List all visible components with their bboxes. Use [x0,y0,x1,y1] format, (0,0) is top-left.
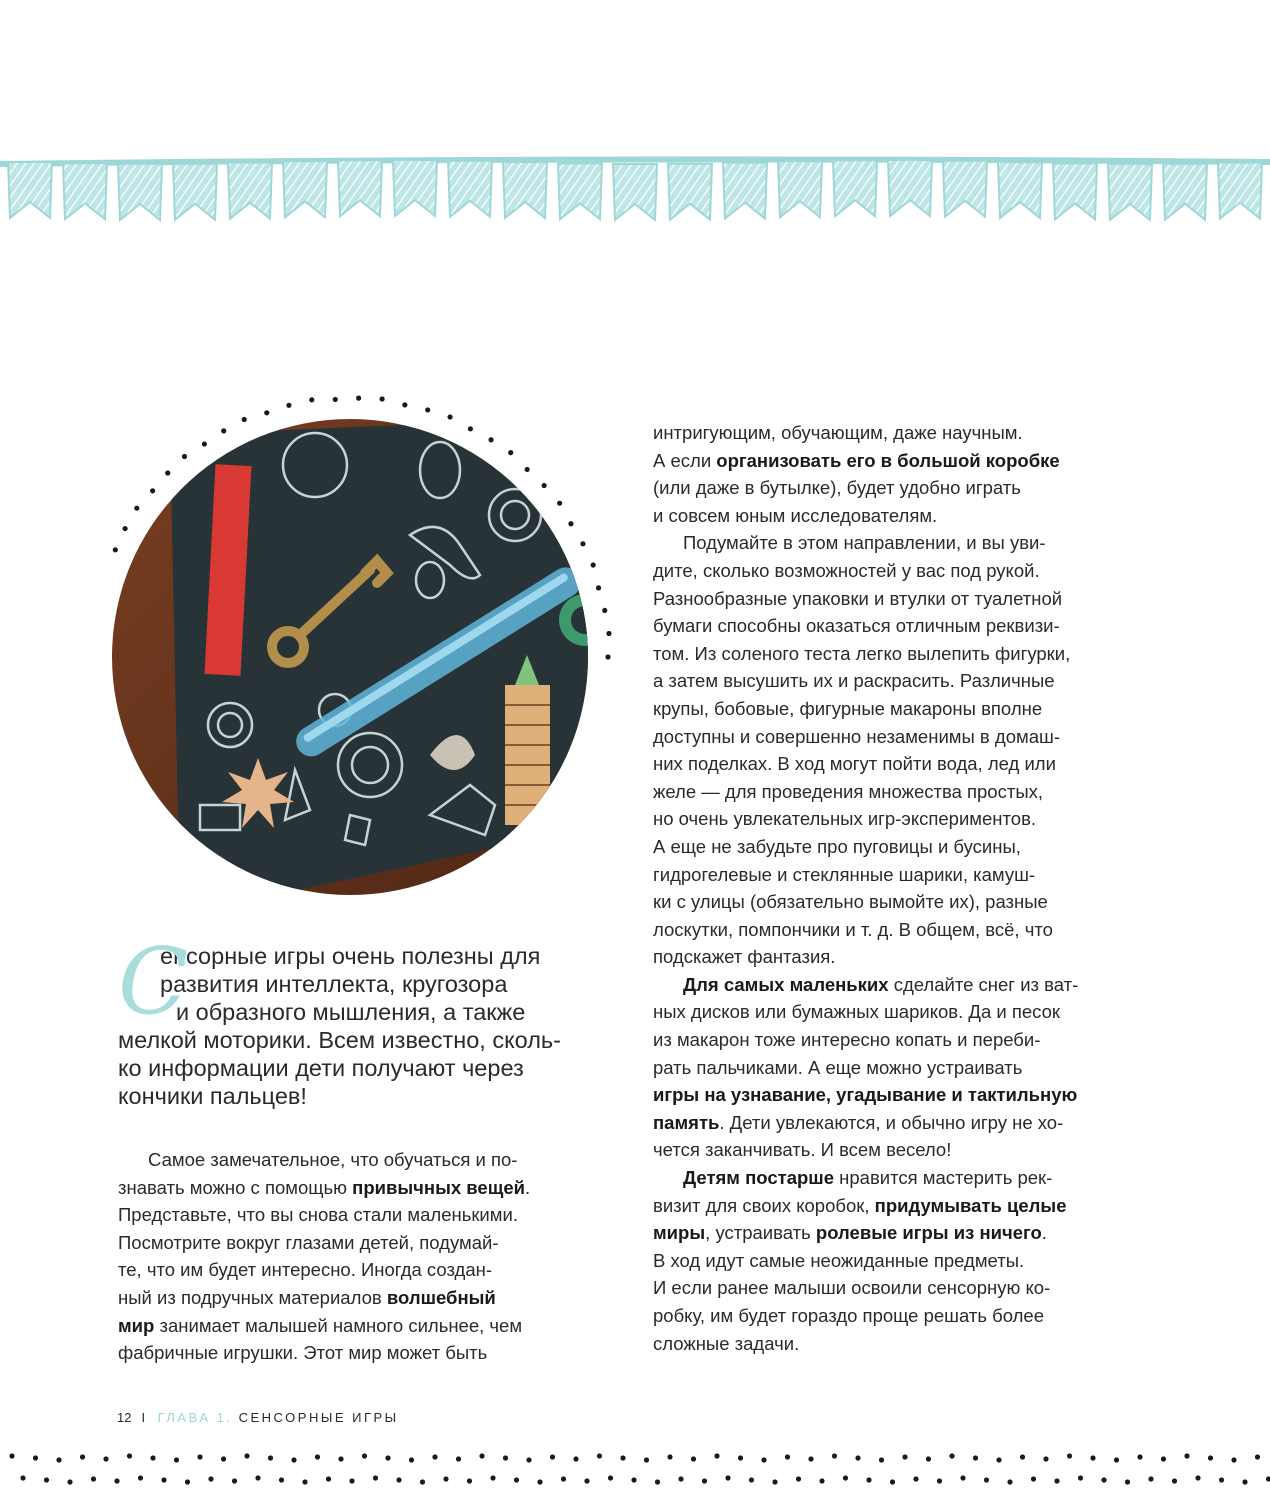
decor-dot [1137,1454,1142,1459]
decor-dot [1067,1453,1072,1458]
decor-dot [1231,1457,1236,1462]
sensory-board-photo [110,395,650,925]
bunting-flag [393,160,437,216]
decor-dot [796,1476,801,1481]
decor-dot [56,1457,61,1462]
decor-dot [808,1456,813,1461]
decor-dot [667,1454,672,1459]
decor-dot [890,1479,895,1484]
decor-dot [644,1457,649,1462]
decor-dot [960,1475,965,1480]
decor-dot [242,417,247,422]
decor-dot [221,428,226,433]
body-line: Представьте, что вы снова стали маленькими. [118,1204,518,1226]
decor-dot [605,654,610,659]
body-line: чется заканчивать. И всем весело! [653,1139,952,1161]
bunting-flag [943,161,987,217]
decor-dot [1172,1478,1177,1483]
decor-dot [1090,1455,1095,1460]
decor-dot [447,414,452,419]
decor-dot [702,1478,707,1483]
decor-dot [268,1455,273,1460]
intro-line: кончики пальцев! [118,1083,307,1109]
dotted-border [0,1440,1270,1500]
drop-cap: С [118,928,189,1035]
decor-dot [573,1456,578,1461]
decor-dot [1242,1479,1247,1484]
decor-dot [1148,1476,1153,1481]
bunting-garland [0,150,1270,230]
decor-dot [584,1478,589,1483]
body-line: Детям постарше нравится мастерить рек- [683,1167,1053,1189]
decor-dot [949,1453,954,1458]
decor-dot [161,1477,166,1482]
decor-dot [1020,1454,1025,1459]
decor-dot [333,397,338,402]
decor-dot [80,1454,85,1459]
decor-dot [91,1476,96,1481]
body-line: знавать можно с помощью привычных вещей. [118,1176,531,1198]
decor-dot [467,1478,472,1483]
decor-dot [402,402,407,407]
bunting-flag [118,164,162,220]
decor-dot [1043,1456,1048,1461]
decor-dot [302,1479,307,1484]
bunting-flag [1163,164,1207,220]
decor-dot [542,483,547,488]
decor-dot [819,1478,824,1483]
body-line: Разнообразные упаковки и втулки от туалетной [653,587,1063,609]
decor-dot [596,585,601,590]
decor-dot [937,1478,942,1483]
decor-dot [291,1457,296,1462]
decor-dot [1114,1457,1119,1462]
decor-dot [1078,1475,1083,1480]
body-line: и совсем юным исследователям. [653,504,938,526]
decor-dot [526,1457,531,1462]
body-line: А если организовать его в большой коробке [653,449,1060,471]
body-line: память. Дети увлекаются, и обычно игру не хо- [653,1111,1064,1133]
decor-dot [309,397,314,402]
decor-dot [508,450,513,455]
body-line: визит для своих коробок, придумывать целые [653,1194,1067,1216]
body-line: (или даже в бутылке), будет удобно играть [653,477,1021,499]
body-line: ных дисков или бумажных шариков. Да и песок [653,1001,1060,1023]
decor-dot [503,1455,508,1460]
decor-dot [425,407,430,412]
decor-dot [127,1453,132,1458]
bunting-flag [448,161,492,217]
decor-dot [606,631,611,636]
decor-dot [772,1479,777,1484]
decor-dot [174,1457,179,1462]
bunting-flag [63,163,107,219]
decor-dot [244,1453,249,1458]
decor-dot [557,501,562,506]
body-line: игры на узнавание, угадывание и тактильную [653,1084,1078,1106]
decor-dot [913,1476,918,1481]
decor-dot [1161,1456,1166,1461]
decor-dot [1195,1475,1200,1480]
decor-dot [122,526,127,531]
decor-dot [591,562,596,567]
decor-dot [9,1453,14,1458]
decor-dot [385,1455,390,1460]
decor-dot [232,1478,237,1483]
decor-dot [525,467,530,472]
decor-dot [832,1453,837,1458]
decor-dot [879,1457,884,1462]
decor-dot [202,441,207,446]
decor-dot [725,1475,730,1480]
bunting-flag [503,162,547,218]
decor-dot [349,1478,354,1483]
decor-dot [103,1456,108,1461]
decor-dot [279,1477,284,1482]
body-line: но очень увлекательных игр-экспериментов. [653,808,1037,830]
decor-dot [843,1475,848,1480]
decor-dot [409,1457,414,1462]
decor-dot [984,1477,989,1482]
bunting-flag [778,161,822,217]
decor-dot [150,1455,155,1460]
body-line: ки с улицы (обязательно вымойте их), разные [653,891,1048,913]
body-line: Посмотрите вокруг глазами детей, подумай- [118,1231,499,1253]
decor-dot [286,403,291,408]
decor-dot [432,1454,437,1459]
decor-dot [33,1455,38,1460]
body-line: В ход идут самые неожиданные предметы. [653,1249,1025,1271]
chapter-label: ГЛАВА 1. [157,1410,233,1425]
decor-dot [561,1476,566,1481]
decor-dot [1208,1455,1213,1460]
bunting-flag [668,164,712,220]
decor-dot [150,488,155,493]
decor-dot [1266,1476,1270,1481]
bunting-flag [723,163,767,219]
decor-dot [1101,1477,1106,1482]
body-line: том. Из соленого теста легко вылепить фигурки, [653,642,1071,664]
body-line: желе — для проведения множества простых, [653,780,1044,802]
bunting-flag [558,163,602,219]
body-line: из макарон тоже интересно копать и переби- [653,1029,1041,1051]
decor-dot [490,1475,495,1480]
body-line: а затем высушить их и раскрасить. Различные [653,670,1055,692]
decor-dot [468,426,473,431]
decor-dot [738,1455,743,1460]
page-footer [117,1410,399,1425]
body-line: бумаги способны оказаться отличным реквизи- [653,615,1060,637]
footer-separator: I [141,1410,148,1425]
decor-dot [113,547,118,552]
body-line: гидрогелевые и стеклянные шарики, камуш- [653,863,1036,885]
decor-dot [315,1454,320,1459]
decor-dot [208,1476,213,1481]
decor-dot [996,1457,1001,1462]
decor-dot [714,1453,719,1458]
body-line: Подумайте в этом направлении, и вы уви- [683,532,1046,554]
body-line: И если ранее малыши освоили сенсорную ко- [653,1277,1051,1299]
body-line: те, что им будет интересно. Иногда создан- [118,1259,493,1281]
decor-dot [420,1479,425,1484]
bunting-flag [888,160,932,216]
page-number: 12 [117,1410,132,1425]
body-line: робку, им будет гораздо проще решать более [653,1305,1044,1326]
decor-dot [866,1477,871,1482]
decor-dot [44,1477,49,1482]
decor-dot [456,1456,461,1461]
body-line: лоскутки, помпончики и т. д. В общем, всё, что [653,918,1053,940]
body-line: интригующим, обучающим, даже научным. [653,422,1023,443]
body-line: мир занимает малышей намного сильнее, чем [118,1314,523,1336]
decor-dot [182,454,187,459]
body-line: ный из подручных материалов волшебный [118,1286,496,1308]
decor-dot [1031,1476,1036,1481]
decor-dot [1255,1454,1260,1459]
bunting-flag [1108,164,1152,220]
decor-dot [1054,1478,1059,1483]
decor-dot [761,1457,766,1462]
body-line: подскажет фантазия. [653,946,836,968]
intro-paragraph [118,928,618,1110]
decor-dot [608,1475,613,1480]
bunting-flag [173,164,217,220]
decor-dot [185,1479,190,1484]
decor-dot [479,1453,484,1458]
body-line: миры, устраивать ролевые игры из ничего. [653,1222,1047,1244]
decor-dot [379,396,384,401]
intro-line: развития интеллекта, кругозора [160,971,508,997]
decor-dot [602,608,607,613]
bunting-flag [998,162,1042,218]
body-line: Для самых маленьких сделайте снег из ват- [683,973,1079,995]
bunting-flag [228,163,272,219]
intro-line: енсорные игры очень полезны для [160,943,541,969]
decor-dot [338,1456,343,1461]
decor-dot [396,1477,401,1482]
right-column [653,419,1163,1357]
bunting-flag [613,164,657,220]
decor-dot [197,1454,202,1459]
decor-dot [1125,1479,1130,1484]
body-line: Самое замечательное, что обучаться и по- [148,1149,518,1170]
decor-dot [362,1453,367,1458]
decor-dot [138,1475,143,1480]
decor-dot [537,1479,542,1484]
decor-dot [620,1455,625,1460]
decor-dot [785,1454,790,1459]
body-line: них поделках. В ход могут пойти вода, лед или [653,753,1056,775]
left-column [118,1146,618,1367]
decor-dot [597,1453,602,1458]
decor-dot [973,1455,978,1460]
decor-dot [326,1476,331,1481]
decor-dot [114,1478,119,1483]
intro-line: ко информации дети получают через [118,1055,524,1081]
decor-dot [1184,1453,1189,1458]
decor-dot [373,1475,378,1480]
body-line: дите, сколько возможностей у вас под рукой. [653,559,1040,581]
bunting-flag [833,160,877,216]
decor-dot [855,1455,860,1460]
decor-dot [20,1475,25,1480]
decor-dot [655,1479,660,1484]
decor-dot [550,1454,555,1459]
body-line: доступны и совершенно незаменимы в домаш- [653,725,1060,747]
intro-line: и образного мышления, а также [176,999,526,1025]
decor-dot [1219,1477,1224,1482]
decor-dot [580,541,585,546]
bunting-flag [283,161,327,217]
body-line: рать пальчиками. А еще можно устраивать [653,1056,1023,1078]
body-line: фабричные игрушки. Этот мир может быть [118,1342,488,1364]
body-line: крупы, бобовые, фигурные макароны вполне [653,697,1043,719]
bunting-flag [1053,163,1097,219]
decor-dot [356,396,361,401]
decor-dot [1007,1479,1012,1484]
decor-dot [134,506,139,511]
body-line: А еще не забудьте про пуговицы и бусины, [653,835,1021,857]
chapter-title: СЕНСОРНЫЕ ИГРЫ [238,1410,399,1425]
decor-dot [926,1456,931,1461]
decor-dot [749,1477,754,1482]
bunting-flag [8,162,52,218]
decor-dot [902,1454,907,1459]
decor-dot [631,1477,636,1482]
decor-dot [221,1456,226,1461]
decor-dot [678,1476,683,1481]
bunting-flag [338,160,382,216]
body-line: сложные задачи. [653,1332,800,1354]
decor-dot [443,1476,448,1481]
decor-dot [514,1477,519,1482]
decor-dot [691,1456,696,1461]
intro-line: мелкой моторики. Всем известно, сколь- [118,1027,561,1053]
decor-dot [264,410,269,415]
decor-dot [255,1475,260,1480]
decor-dot [568,521,573,526]
decor-dot [67,1479,72,1484]
decor-dot [488,437,493,442]
bunting-flag [1218,163,1262,219]
decor-dot [165,470,170,475]
